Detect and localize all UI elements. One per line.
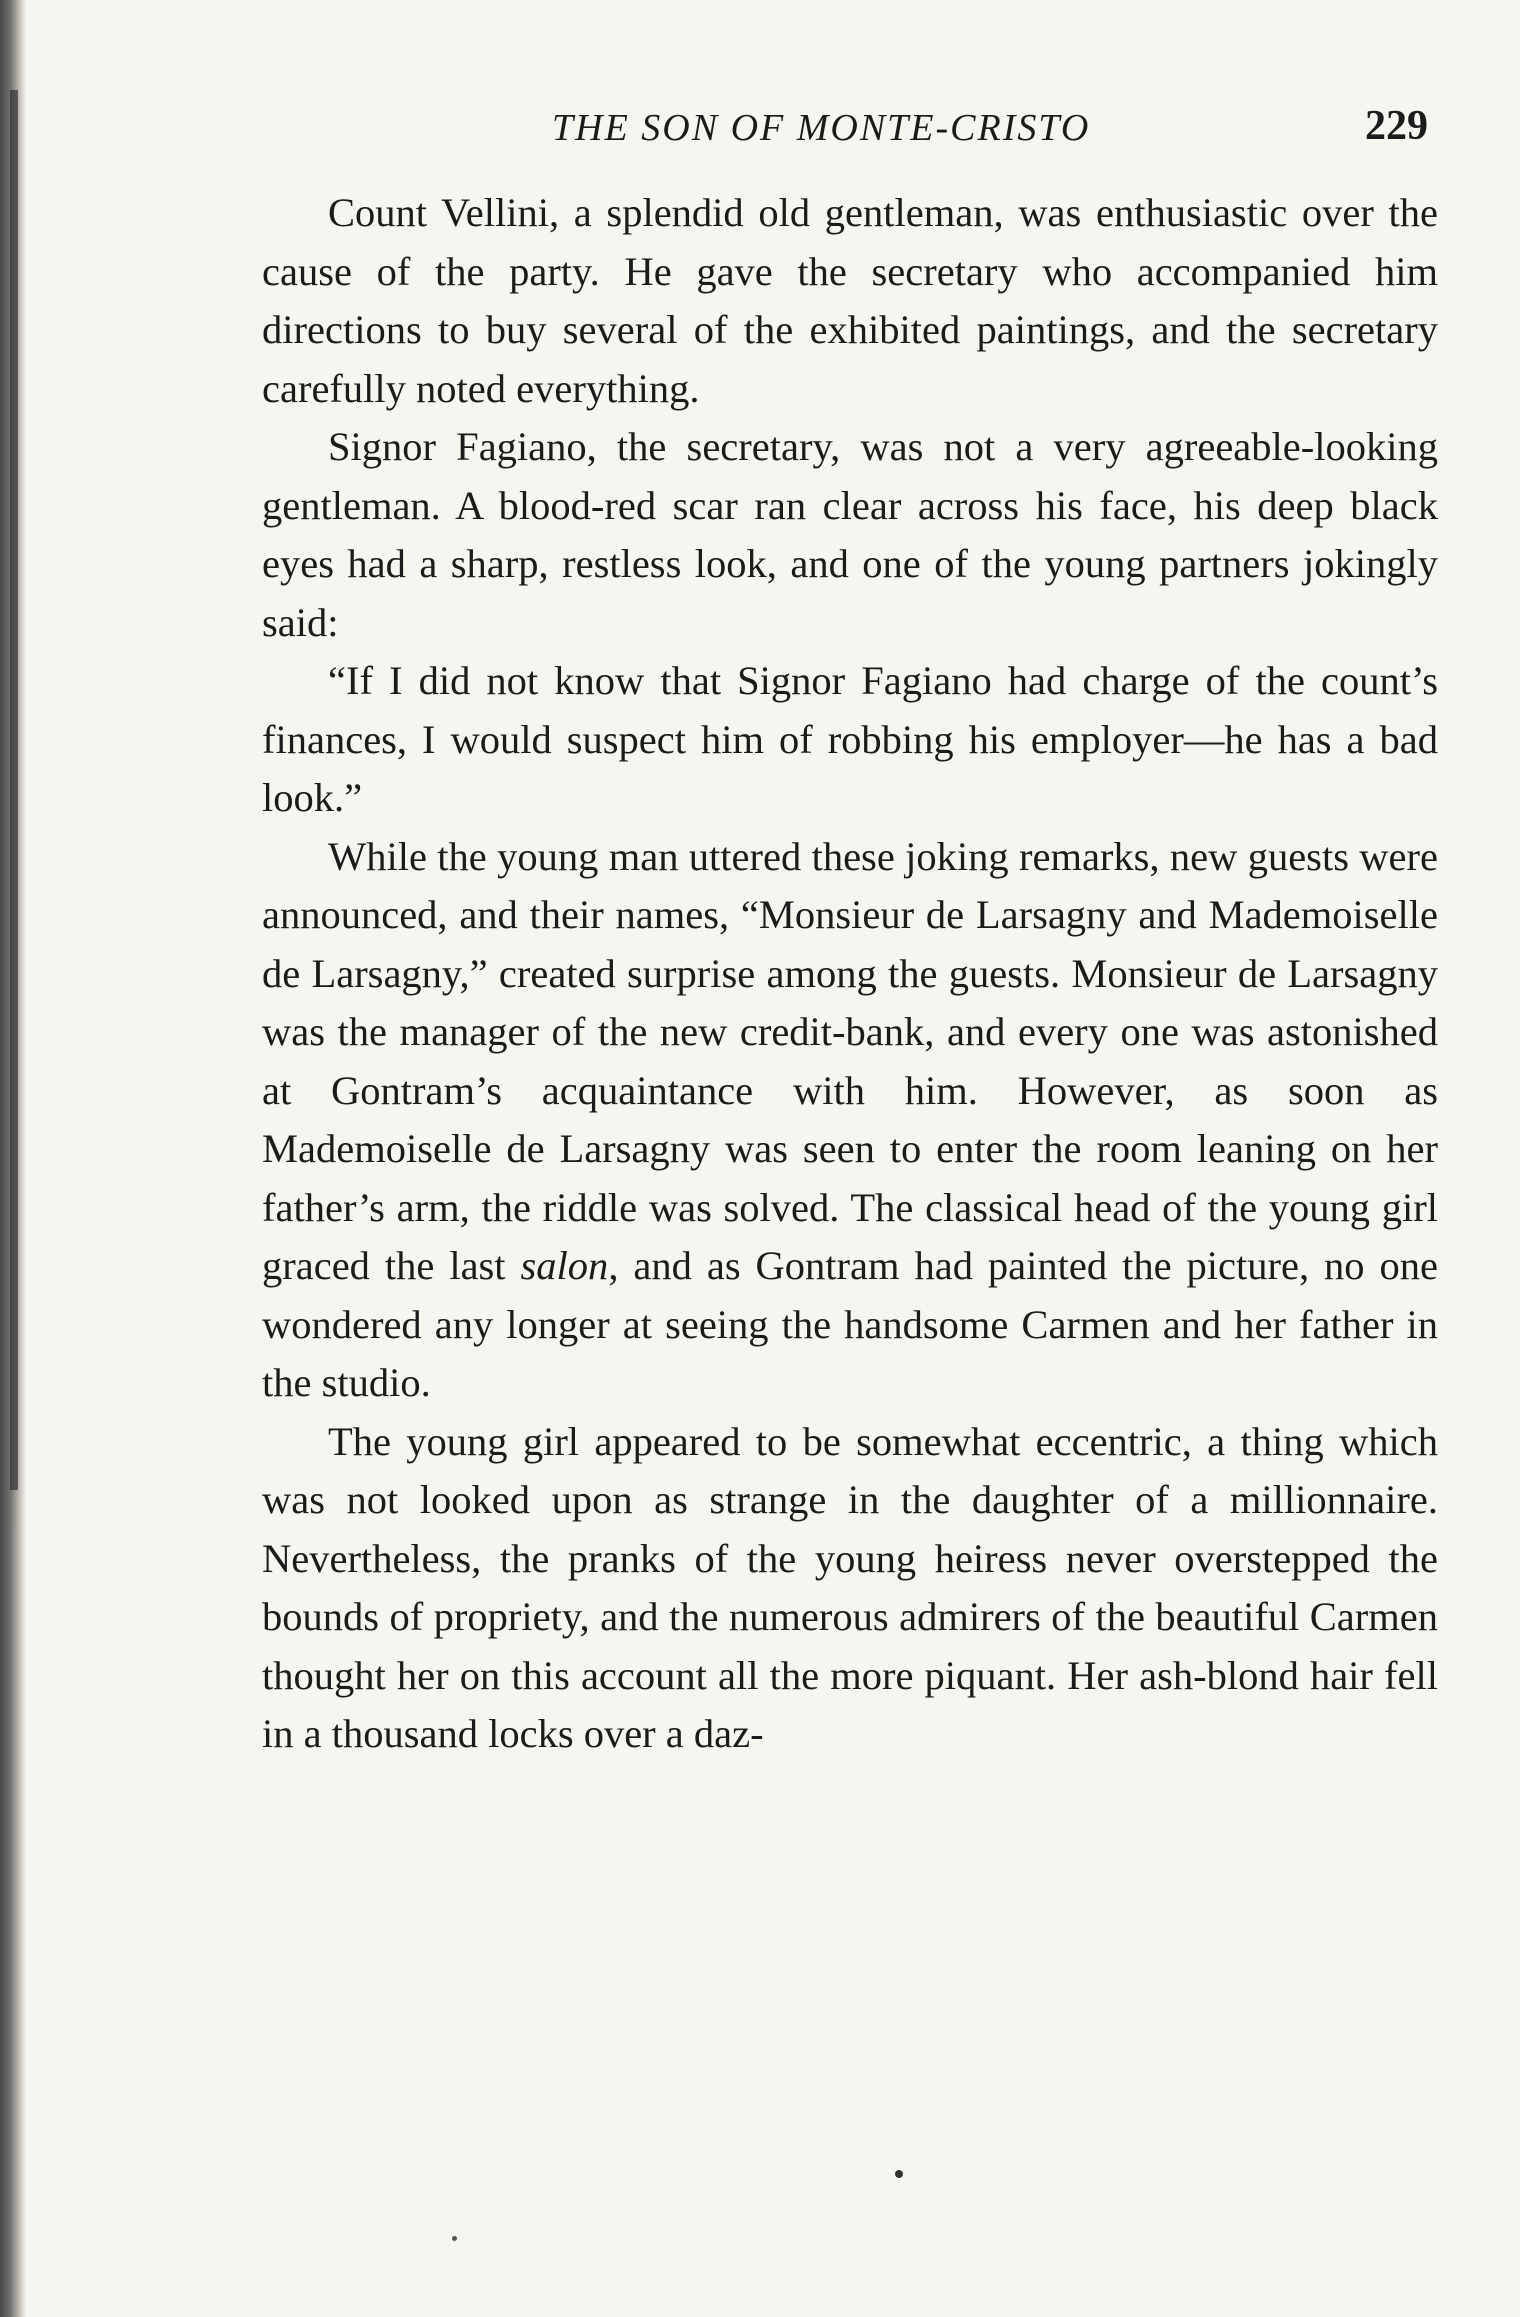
ink-speck [895, 2170, 903, 2178]
paragraph-5: The young girl appeared to be somewhat eccentric, a thing which was not looked upon as strange in the daughter of a millionnaire. Nevertheless, the pranks of the young heiress never overstepped the bounds of propriety, and the numerous admirers of the beautiful Carmen thought her on this account all the more piquant. Her ash-blond hair fell in a thousand locks over a daz- [262, 1418, 1438, 1756]
book-page [262, 102, 1438, 1764]
running-header [262, 102, 1438, 162]
paragraph-4 [262, 828, 1438, 1413]
page-binding-shadow [0, 0, 26, 2317]
page-number: 229 [1365, 103, 1428, 149]
paragraph-4-italic-word: salon [520, 1243, 609, 1288]
paragraph-4-text: While the young man uttered these joking remarks, new guests were announced, and their names, “Monsieur de Larsagny and Mademoiselle de Larsagny,” created surprise among the guests. Monsieur de Larsagny was the manager of the new credit-bank, and every one was astonished at Gontram’s acquaintance with him. However, as soon as Mademoiselle de Larsagny was seen to enter the room leaning on her father’s arm, the riddle was solved. The classical head of the young girl graced the last [262, 833, 1438, 1288]
body-text [262, 184, 1438, 1764]
ink-speck [452, 2236, 457, 2241]
running-title: THE SON OF MONTE-CRISTO [552, 107, 1091, 149]
paragraph-3: “If I did not know that Signor Fagiano had charge of the count’s finances, I would suspect him of robbing his employer—he has a bad look.” [262, 658, 1438, 820]
paragraph-1: Count Vellini, a splendid old gentleman, was enthusiastic over the cause of the party. He gave the secretary who accompanied him directions to buy several of the exhibited paintings, and the secretary carefully noted everything. [262, 190, 1438, 411]
paragraph-4-tail: , and as Gontram had painted the picture, no one wondered any longer at seeing the handsome Carmen and her father in the studio. [262, 1243, 1439, 1405]
paragraph-2: Signor Fagiano, the secretary, was not a very agreeable-looking gentleman. A blood-red scar ran clear across his face, his deep black eyes had a sharp, restless look, and one of the young partners jokingly said: [262, 424, 1438, 645]
